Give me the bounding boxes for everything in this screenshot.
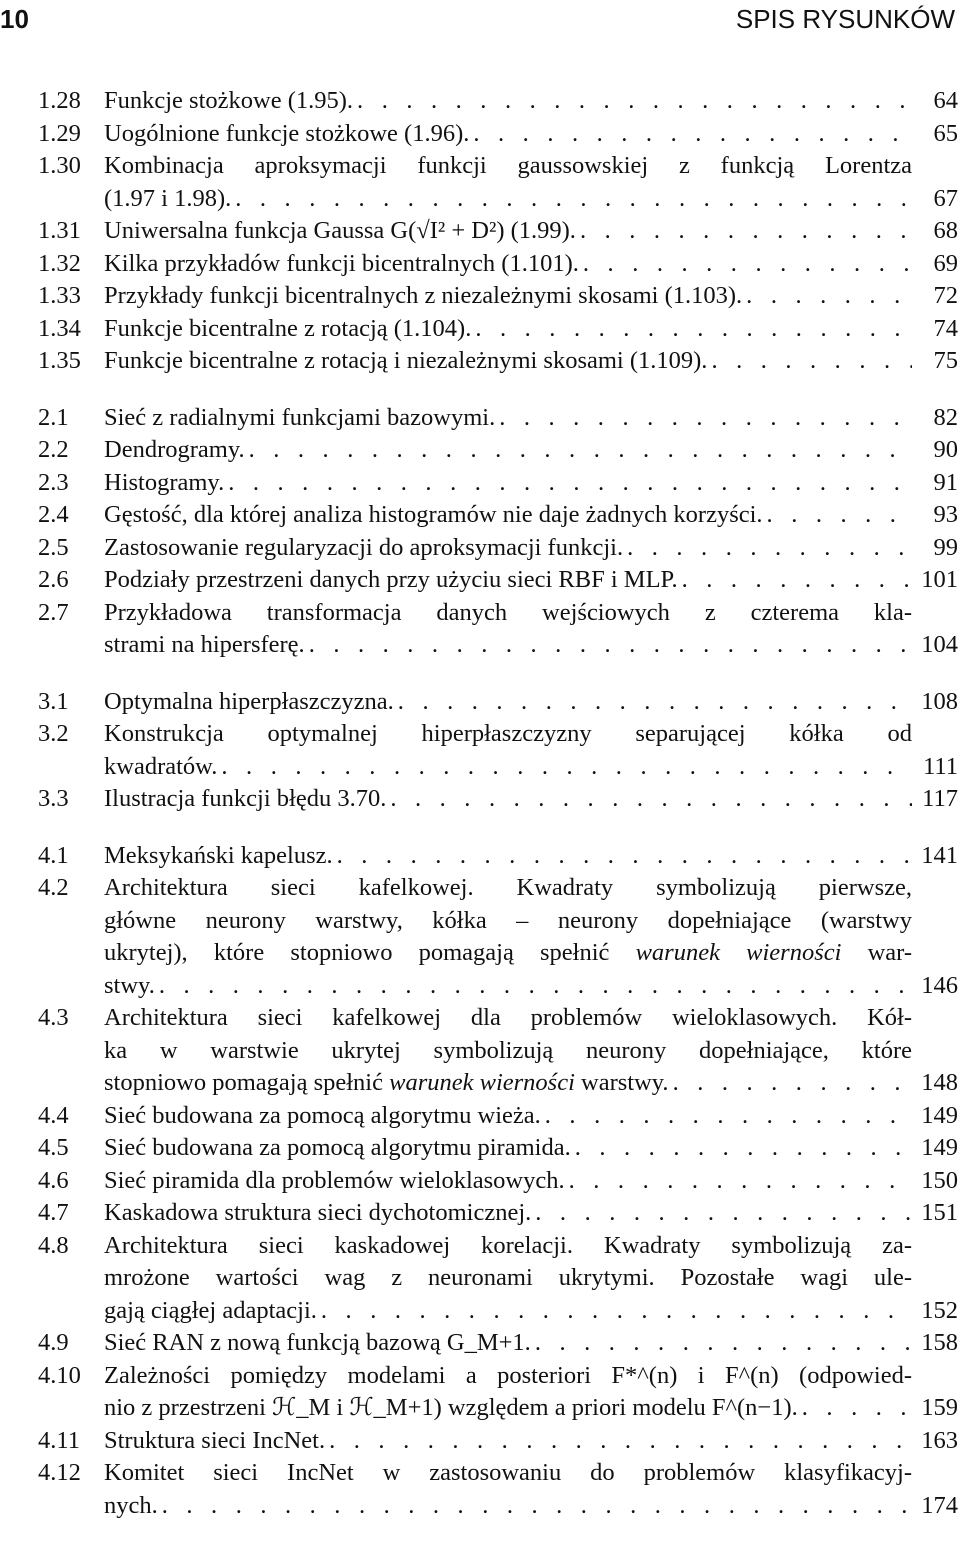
figure-caption [104,532,912,565]
figure-number: 2.3 [38,468,69,496]
figure-caption [104,718,912,783]
toc-entry[interactable] [38,1360,960,1425]
page-ref: 108 [921,687,958,715]
dot-leader [353,85,912,118]
caption-line: główne neurony warstwy, kółka – neurony dopełniające (warstwy [104,906,912,934]
caption-line-last: stopniowo pomagają spełnić warunek wierności warstwy. . . . [104,1067,912,1100]
toc-entry[interactable] [38,840,960,873]
caption-line-last: gają ciągłej adaptacji. . . . [104,1295,912,1328]
caption-line-last: Histogramy. . . . [104,467,912,500]
page-ref: 152 [921,1296,958,1324]
toc-group [38,686,960,816]
caption-line: Przykładowa transformacja danych wejściowych z czterema kla- [104,598,912,626]
caption-line: Architektura sieci kafelkowej. Kwadraty symbolizują pierwsze, [104,874,912,901]
caption-line-last: Zastosowanie regularyzacji do aproksymacji funkcji. . . . [104,532,912,565]
toc-entry[interactable] [38,686,960,719]
page-ref: 74 [933,314,958,342]
toc-entry[interactable] [38,434,960,467]
caption-line-last: Kilka przykładów funkcji bicentralnych (1.101). . . . [104,248,912,281]
page-ref: 67 [933,184,958,212]
toc-entry[interactable] [38,1230,960,1328]
page-ref: 146 [921,971,958,999]
page-ref: 111 [923,752,958,780]
dot-leader [565,1165,912,1198]
figure-caption [104,686,912,719]
toc-entry[interactable] [38,150,960,215]
figure-number: 4.5 [38,1134,69,1161]
caption-line-last: Funkcje stożkowe (1.95). . . . [104,85,912,118]
caption-line-last: stwy. . . . [104,970,912,1003]
page-ref: 75 [933,347,958,374]
figure-number: 3.1 [38,687,69,715]
dot-leader [531,1327,912,1360]
figure-caption [104,1360,912,1425]
figure-number: 4.3 [38,1004,69,1031]
caption-line-last: (1.97 i 1.98). . . . [104,183,912,216]
toc-entry[interactable] [38,215,960,248]
dot-leader [531,1197,912,1230]
running-title: SPIS RYSUNKÓW [735,4,955,34]
figure-number: 4.1 [38,841,69,869]
dot-leader [325,1425,912,1458]
figure-number: 2.4 [38,501,69,528]
caption-line: ka w warstwie ukrytej symbolizują neurony dopełniające, które [104,1036,912,1064]
page-ref: 159 [921,1394,958,1421]
toc-entry[interactable] [38,248,960,281]
figure-number: 2.2 [38,436,69,463]
figure-caption [104,345,912,378]
dot-leader [571,1132,912,1165]
toc-entry[interactable] [38,564,960,597]
page-number: 10 [0,4,29,34]
toc-group [38,402,960,662]
figure-number: 4.8 [38,1231,69,1259]
page-ref: 149 [921,1101,958,1129]
page-ref: 91 [933,468,958,496]
caption-line-last: Sieć budowana za pomocą algorytmu piramida. . . . [104,1132,912,1165]
caption-line-last: nych. . . . [104,1490,912,1523]
figure-caption [104,783,912,816]
figure-caption [104,248,912,281]
figure-caption [104,280,912,313]
toc-entry[interactable] [38,597,960,662]
page-ref: 148 [921,1069,958,1096]
page-ref: 99 [933,533,958,561]
page-ref: 141 [921,841,958,869]
figure-number: 2.1 [38,403,69,431]
dot-leader [231,183,912,216]
page-ref: 90 [933,436,958,463]
toc-entry[interactable] [38,313,960,346]
dot-leader [798,1392,912,1425]
dot-leader [305,629,912,662]
toc-entry[interactable] [38,280,960,313]
toc-entry[interactable] [38,1100,960,1133]
toc-entry[interactable] [38,872,960,1002]
figure-caption [104,1100,912,1133]
figure-caption [104,85,912,118]
dot-leader [623,532,912,565]
caption-line: mrożone wartości wag z neuronami ukrytymi. Pozostałe wagi ule- [104,1264,912,1291]
toc-entry[interactable] [38,1197,960,1230]
figure-number: 1.33 [38,282,81,309]
figure-caption [104,313,912,346]
dot-leader [333,840,912,873]
caption-line: ukrytej), które stopniowo pomagają spełnić warunek wierności war- [104,939,912,966]
toc-entry[interactable] [38,118,960,151]
figure-caption [104,402,912,435]
figure-caption [104,1132,912,1165]
page-ref: 72 [933,282,958,309]
dot-leader [245,434,912,467]
dot-leader [317,1295,912,1328]
figure-number: 1.31 [38,217,81,244]
toc-entry[interactable] [38,1002,960,1100]
caption-line-last: Kaskadowa struktura sieci dychotomicznej. . . . [104,1197,912,1230]
caption-line-last: nio z przestrzeni ℋ_M i ℋ_M+1) względem a priori modelu F^(n−1). . . . [104,1392,912,1425]
page-ref: 65 [933,119,958,147]
figure-number: 4.7 [38,1199,69,1226]
caption-line-last: Sieć piramida dla problemów wieloklasowych. . . . [104,1165,912,1198]
dot-leader [469,118,912,151]
caption-line-last: strami na hipersferę. . . . [104,629,912,662]
toc-entry[interactable] [38,718,960,783]
figure-number: 1.29 [38,119,81,147]
figure-number: 4.6 [38,1166,69,1194]
page-ref: 101 [921,566,958,593]
caption-line-last: Struktura sieci IncNet. . . . [104,1425,912,1458]
toc-entry[interactable] [38,85,960,118]
caption-line: Kombinacja aproksymacji funkcji gaussowskiej z funkcją Lorentza [104,152,912,179]
figure-number: 3.2 [38,720,69,747]
dot-leader [576,215,912,248]
toc-entry[interactable] [38,345,960,378]
caption-line-last: Gęstość, dla której analiza histogramów nie daje żadnych korzyści. . . . [104,499,912,532]
page-ref: 104 [921,631,958,658]
figure-caption [104,840,912,873]
page-ref: 149 [921,1134,958,1161]
figure-number: 3.3 [38,785,69,812]
caption-line: Zależności pomiędzy modelami a posteriori F*^(n) i F^(n) (odpowied- [104,1361,912,1389]
caption-line-last: Funkcje bicentralne z rotacją (1.104). . . . [104,313,912,346]
caption-line: Architektura sieci kafelkowej dla problemów wieloklasowych. Kół- [104,1004,912,1031]
page-ref: 64 [933,87,958,114]
toc-entry[interactable] [38,783,960,816]
page-ref: 117 [922,785,958,812]
figure-caption [104,467,912,500]
running-header [0,4,960,44]
figure-caption [104,872,912,1002]
toc-entry[interactable] [38,467,960,500]
dot-leader [394,686,912,719]
dot-leader [386,783,912,816]
caption-line-last: Dendrogramy. . . . [104,434,912,467]
caption-line-last: Podziały przestrzeni danych przy użyciu sieci RBF i MLP. . . . [104,564,912,597]
caption-line: Konstrukcja optymalnej hiperpłaszczyzny separującej kółka od [104,720,912,747]
dot-leader [678,564,912,597]
toc-group [38,85,960,378]
caption-line-last: Optymalna hiperpłaszczyzna. . . . [104,686,912,719]
caption-line-last: Przykłady funkcji bicentralnych z niezależnymi skosami (1.103). . . . [104,280,912,313]
toc-group [38,840,960,1523]
figure-caption [104,499,912,532]
toc-entry[interactable] [38,1327,960,1360]
list-of-figures [38,85,960,1546]
caption-line-last: Funkcje bicentralne z rotacją i niezależnymi skosami (1.109). . . . [104,345,912,378]
page-ref: 174 [921,1491,958,1519]
figure-caption [104,150,912,215]
figure-number: 4.2 [38,874,69,901]
page-ref: 150 [921,1166,958,1194]
page-ref: 158 [921,1329,958,1356]
caption-line-last: Uogólnione funkcje stożkowe (1.96). . . . [104,118,912,151]
caption-line: Komitet sieci IncNet w zastosowaniu do problemów klasyfikacyj- [104,1459,912,1486]
toc-entry[interactable] [38,402,960,435]
dot-leader [155,970,912,1003]
caption-line-last: Ilustracja funkcji błędu 3.70. . . . [104,783,912,816]
figure-number: 1.32 [38,249,81,277]
caption-line-last: Sieć budowana za pomocą algorytmu wieża. . . . [104,1100,912,1133]
toc-entry[interactable] [38,1165,960,1198]
page-ref: 69 [933,249,958,277]
caption-line-last: Sieć RAN z nową funkcją bazową G_M+1. . . . [104,1327,912,1360]
page-ref: 68 [933,217,958,244]
figure-number: 4.11 [38,1426,80,1454]
caption-line-last: Sieć z radialnymi funkcjami bazowymi. . . . [104,402,912,435]
page-ref: 82 [933,403,958,431]
figure-caption [104,1457,912,1522]
dot-leader [224,467,912,500]
figure-number: 1.30 [38,152,81,179]
toc-entry[interactable] [38,1132,960,1165]
toc-entry[interactable] [38,1425,960,1458]
figure-caption [104,1197,912,1230]
figure-caption [104,118,912,151]
dot-leader [495,402,912,435]
figure-number: 4.10 [38,1361,81,1389]
figure-caption [104,1230,912,1328]
dot-leader [579,248,912,281]
page-ref: 163 [921,1426,958,1454]
page-ref: 93 [933,501,958,528]
caption-line: Architektura sieci kaskadowej korelacji. Kwadraty symbolizują za- [104,1231,912,1259]
figure-number: 2.6 [38,566,69,593]
dot-leader [158,1490,912,1523]
dot-leader [217,751,912,784]
figure-caption [104,1165,912,1198]
figure-number: 4.4 [38,1101,69,1129]
figure-number: 4.12 [38,1459,81,1486]
dot-leader [742,280,912,313]
dot-leader [763,499,912,532]
figure-caption [104,1425,912,1458]
toc-entry[interactable] [38,1457,960,1522]
figure-number: 2.7 [38,598,69,626]
dot-leader [471,313,912,346]
figure-number: 2.5 [38,533,69,561]
toc-entry[interactable] [38,499,960,532]
figure-caption [104,1002,912,1100]
figure-caption [104,1327,912,1360]
figure-caption [104,434,912,467]
figure-number: 1.28 [38,87,81,114]
dot-leader [707,345,912,378]
caption-line-last: kwadratów. . . . [104,751,912,784]
figure-caption [104,215,912,248]
figure-caption [104,564,912,597]
figure-number: 1.34 [38,314,81,342]
dot-leader [669,1067,912,1100]
toc-entry[interactable] [38,532,960,565]
figure-number: 4.9 [38,1329,69,1356]
caption-line-last: Uniwersalna funkcja Gaussa G(√I² + D²) (1.99). . . . [104,215,912,248]
page-ref: 151 [921,1199,958,1226]
figure-caption [104,597,912,662]
figure-number: 1.35 [38,347,81,374]
dot-leader [541,1100,912,1133]
caption-line-last: Meksykański kapelusz. . . . [104,840,912,873]
